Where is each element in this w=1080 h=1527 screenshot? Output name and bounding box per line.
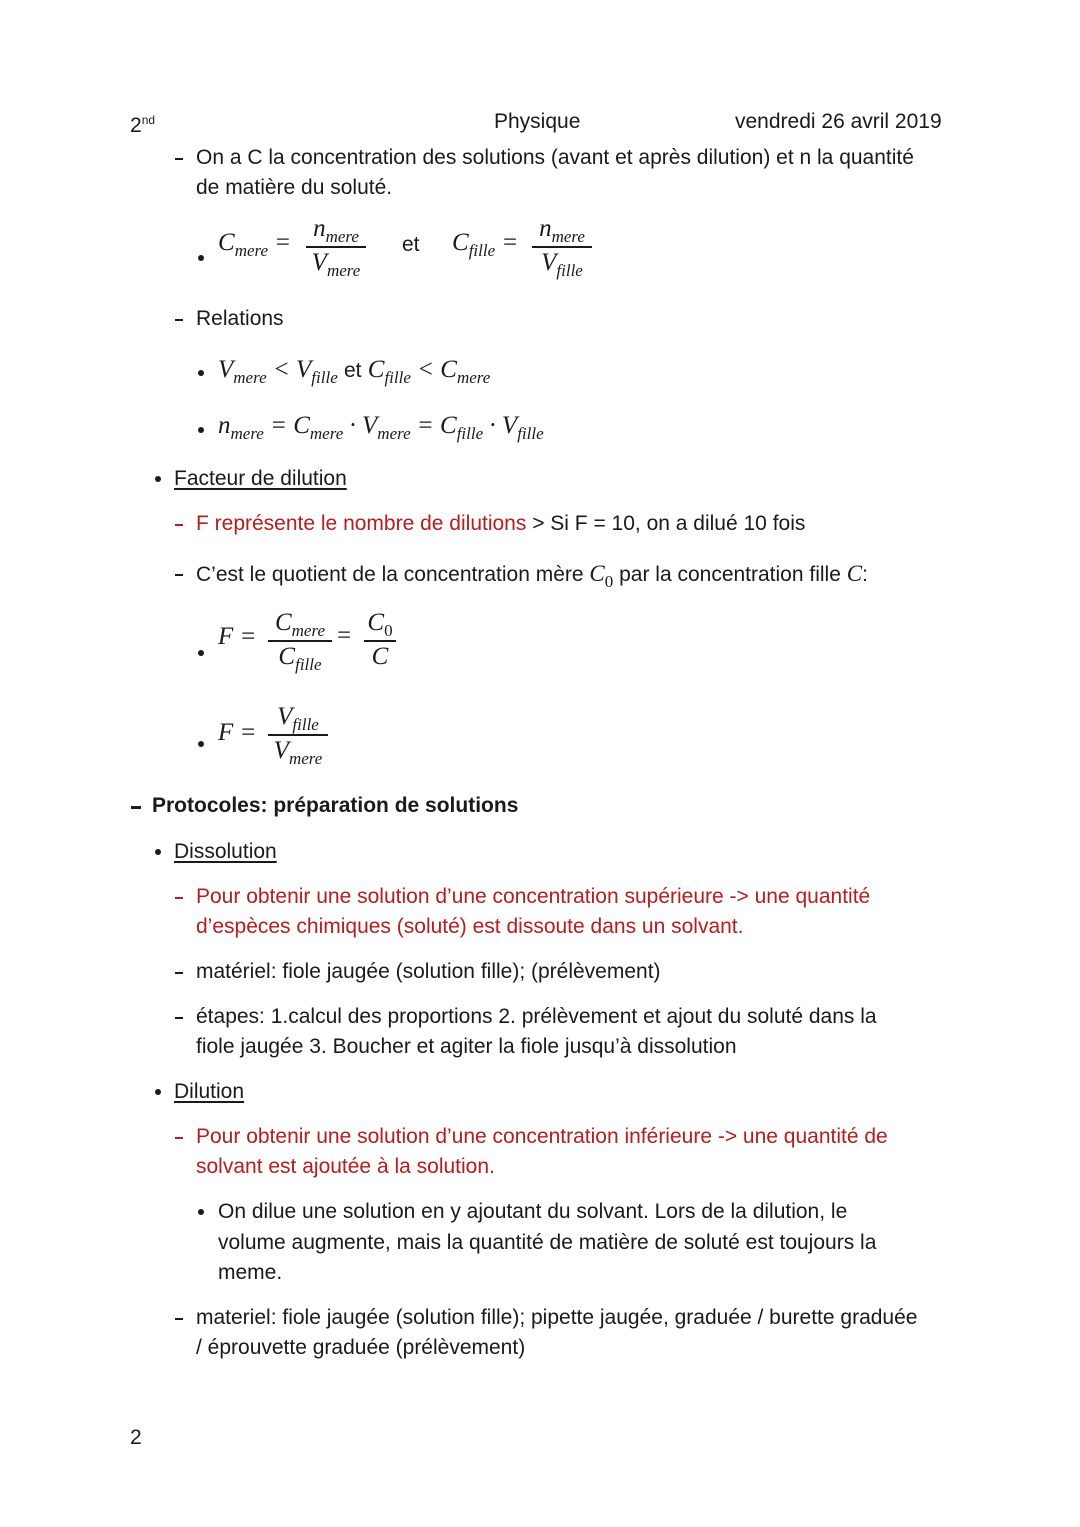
dilution-explanation-line-3: meme. xyxy=(218,1261,283,1284)
dissolution-purpose-line-1: Pour obtenir une solution d’une concentration supérieure -> une quantité xyxy=(196,885,871,908)
dash-marker xyxy=(175,574,183,576)
fraction-n-mere-over-v-fille: $n_{mere}$ $V_{fille}$ xyxy=(532,214,592,280)
bullet-dot xyxy=(155,476,161,482)
dash-marker xyxy=(175,972,183,974)
dash-marker xyxy=(175,158,183,160)
dissolution-steps-line-1: étapes: 1.calcul des proportions 2. prélèvement et ajout du soluté dans la xyxy=(196,1005,877,1028)
relation-quantity-conservation: $n_{mere} = C_{mere} \cdot V_{mere} = C_{fille} \cdot V_{fille}$ xyxy=(218,412,544,443)
dilution-explanation-line-1: On dilue une solution en y ajoutant du solvant. Lors de la dilution, le xyxy=(218,1200,848,1223)
dash-marker xyxy=(175,319,183,321)
bullet-dot xyxy=(198,427,204,433)
dissolution-material: matériel: fiole jaugée (solution fille); (prélèvement) xyxy=(196,960,661,983)
bullet-dot xyxy=(198,255,204,261)
dash-marker xyxy=(175,524,183,526)
dash-marker xyxy=(131,806,141,809)
subsection-title-dissolution: Dissolution xyxy=(174,840,277,863)
dilution-factor-quotient: C’est le quotient de la concentration mère $C_0$ par la concentration fille C: xyxy=(196,561,868,591)
subject-title: Physique xyxy=(494,110,581,133)
document-date: vendredi 26 avril 2019 xyxy=(735,110,942,133)
dissolution-purpose-line-2: d’espèces chimiques (soluté) est dissoute dans un solvant. xyxy=(196,915,744,938)
dissolution-steps-line-2: fiole jaugée 3. Boucher et agiter la fiole jusqu’à dissolution xyxy=(196,1035,737,1058)
bullet-dot xyxy=(198,650,204,656)
formula-c-fille-lhs: $C_{fille}$ = xyxy=(452,229,519,260)
formula-f-lhs: F = xyxy=(218,623,257,650)
formula-c-mere-lhs: $C_{mere}$ = xyxy=(218,229,292,260)
bullet-dot xyxy=(198,370,204,376)
dilution-purpose-line-2: solvant est ajoutée à la solution. xyxy=(196,1155,495,1178)
fraction-v-fille-over-v-mere: $V_{fille}$ $V_{mere}$ xyxy=(268,702,328,768)
formula-f-lhs: F = xyxy=(218,719,257,746)
bullet-dot xyxy=(198,1209,204,1215)
formula-conjunction: et xyxy=(402,233,420,256)
intro-line-1: On a C la concentration des solutions (avant et après dilution) et n la quantité xyxy=(196,146,914,169)
dilution-material-line-2: / éprouvette graduée (prélèvement) xyxy=(196,1336,526,1359)
class-label: 2nd xyxy=(130,113,156,137)
relation-volume-concentration: $V_{mere} < V_{fille}$ et $C_{fille} < C_{mere}$ xyxy=(218,356,491,387)
dash-marker xyxy=(175,1318,183,1320)
dilution-purpose-line-1: Pour obtenir une solution d’une concentration inférieure -> une quantité de xyxy=(196,1125,888,1148)
dash-marker xyxy=(175,1137,183,1139)
dash-marker xyxy=(175,1017,183,1019)
subsection-title-dilution: Dilution xyxy=(174,1080,245,1103)
fraction-c-mere-over-c-fille: $C_{mere}$ $C_{fille}$ xyxy=(268,608,332,674)
dash-marker xyxy=(175,897,183,899)
dilution-material-line-1: materiel: fiole jaugée (solution fille); pipette jaugée, graduée / burette graduée xyxy=(196,1306,918,1329)
bullet-dot xyxy=(155,849,161,855)
relations-label: Relations xyxy=(196,307,284,330)
dilution-explanation-line-2: volume augmente, mais la quantité de matière de soluté est toujours la xyxy=(218,1231,877,1254)
fraction-n-mere-over-v-mere: $n_{mere}$ $V_{mere}$ xyxy=(306,214,366,280)
fraction-c0-over-c: $C_0$ C xyxy=(364,608,396,672)
section-title-protocols: Protocoles: préparation de solutions xyxy=(152,794,519,817)
dilution-factor-definition: F représente le nombre de dilutions > Si F = 10, on a dilué 10 fois xyxy=(196,512,806,535)
bullet-dot xyxy=(198,741,204,747)
equals-sign: = xyxy=(337,622,352,649)
section-title-dilution-factor: Facteur de dilution xyxy=(174,467,347,490)
bullet-dot xyxy=(155,1089,161,1095)
page-number: 2 xyxy=(130,1426,142,1449)
intro-line-2: de matière du soluté. xyxy=(196,176,393,199)
